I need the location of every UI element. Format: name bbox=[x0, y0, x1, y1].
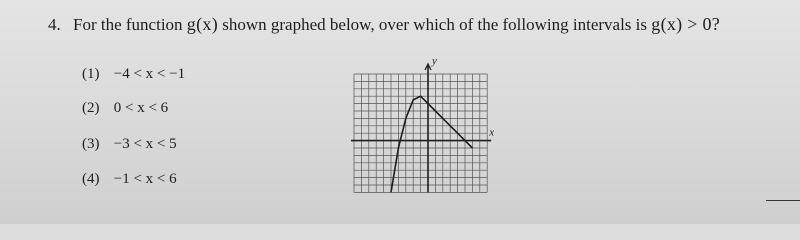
choice-text: −1 < x < 6 bbox=[113, 171, 177, 187]
choice-3[interactable] bbox=[82, 136, 177, 153]
question-4 bbox=[48, 14, 720, 35]
graph-axes bbox=[351, 64, 491, 192]
choice-1[interactable] bbox=[82, 66, 185, 83]
function-graph bbox=[350, 52, 510, 224]
function-curve bbox=[391, 96, 472, 192]
answer-blank[interactable] bbox=[766, 200, 800, 201]
inequality-condition: g(x) > 0? bbox=[651, 14, 721, 34]
question-text-middle: shown graphed below, over which of the following intervals is bbox=[222, 15, 648, 34]
x-axis-label: x bbox=[489, 126, 495, 139]
choice-label: (1) bbox=[82, 66, 100, 82]
y-axis-label: y bbox=[432, 55, 437, 67]
choice-label: (3) bbox=[82, 136, 100, 152]
choice-label: (2) bbox=[82, 100, 100, 116]
choice-2[interactable] bbox=[82, 100, 168, 117]
choice-text: −3 < x < 5 bbox=[113, 136, 177, 152]
choice-4[interactable] bbox=[82, 171, 177, 188]
choice-label: (4) bbox=[82, 171, 100, 187]
question-text-start: For the function bbox=[73, 15, 183, 34]
question-number: 4. bbox=[48, 15, 61, 34]
choice-text: −4 < x < −1 bbox=[113, 66, 186, 82]
function-name: g(x) bbox=[186, 14, 218, 34]
choice-text: 0 < x < 6 bbox=[113, 100, 169, 116]
graph-grid bbox=[354, 74, 487, 192]
